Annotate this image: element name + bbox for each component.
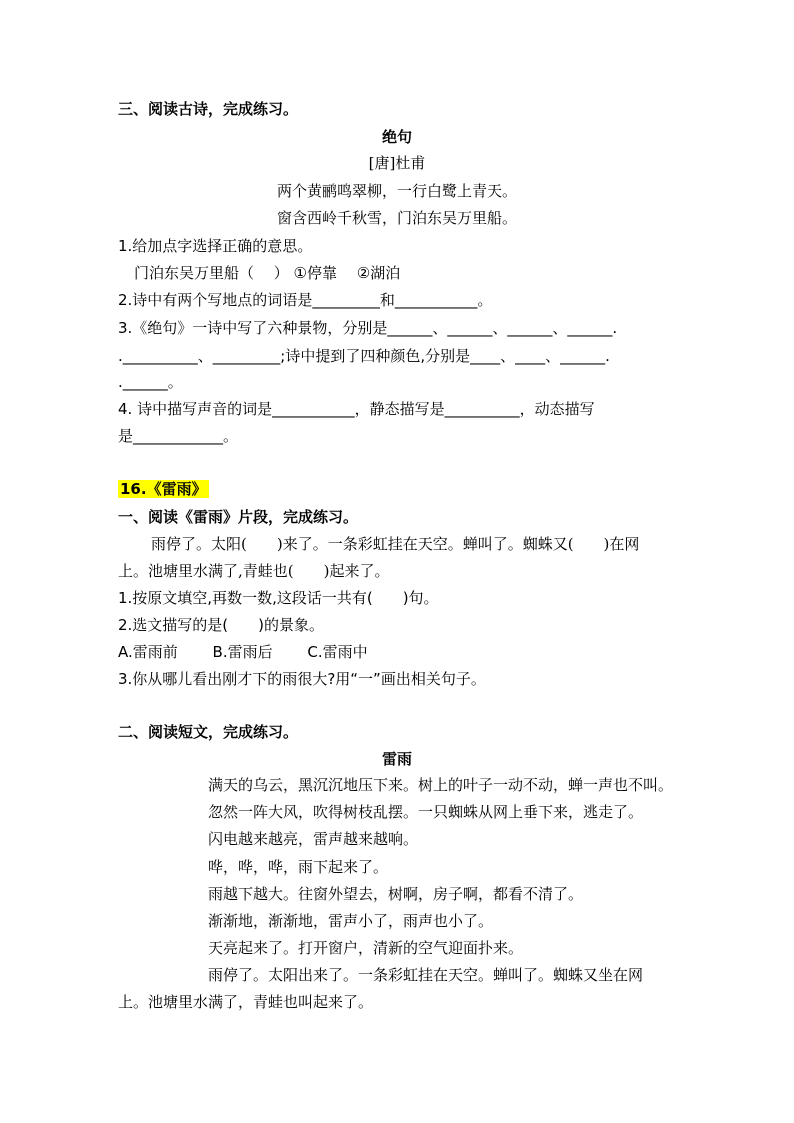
excerpt-line-1: 雨停了。太阳( )来了。一条彩虹挂在天空。蝉叫了。蜘蛛又( )在网	[151, 535, 640, 553]
passage-paragraph-3: 闪电越来越亮，雷声越来越响。	[208, 830, 419, 848]
excerpt-question-2-options: A.雷雨前 B.雷雨后 C.雷雨中	[118, 643, 368, 661]
question-2: 2.诗中有两个写地点的词语是_________和___________。	[118, 291, 493, 309]
question-4: 4. 诗中描写声音的词是___________，静态描写是__________，动态描写	[118, 400, 595, 418]
excerpt-line-2: 上。池塘里水满了,青蛙也( )起来了。	[118, 562, 390, 580]
question-1-options: 门泊东吴万里船（ ） ①停靠 ②湖泊	[134, 264, 401, 282]
passage-paragraph-6: 渐渐地，渐渐地，雷声小了，雨声也小了。	[208, 912, 494, 930]
section-heading-passage: 二、阅读短文，完成练习。	[118, 723, 299, 741]
question-3-cont: .__________、_________;诗中提到了四种颜色,分别是____、____、______.	[118, 347, 610, 365]
passage-paragraph-7: 天亮起来了。打开窗户，清新的空气迎面扑来。	[208, 939, 524, 957]
question-1: 1.给加点字选择正确的意思。	[118, 237, 313, 255]
question-3-end: .______。	[118, 373, 183, 391]
excerpt-question-1: 1.按原文填空,再数一数,这段话一共有( )句。	[118, 589, 439, 607]
passage-paragraph-5: 雨越下越大。往窗外望去，树啊，房子啊，都看不清了。	[208, 885, 584, 903]
poem-author: [唐]杜甫	[368, 154, 426, 172]
passage-title: 雷雨	[381, 750, 412, 768]
section-heading-poem: 三、阅读古诗，完成练习。	[118, 100, 299, 118]
poem-line-1: 两个黄鹂鸣翠柳，一行白鹭上青天。	[276, 182, 517, 200]
excerpt-question-2: 2.选文描写的是( )的景象。	[118, 616, 325, 634]
poem-title: 绝句	[381, 128, 412, 146]
passage-paragraph-1: 满天的乌云，黑沉沉地压下来。树上的叶子一动不动，蝉一声也不叫。	[208, 776, 674, 794]
lesson-title	[118, 479, 209, 499]
question-3: 3.《绝句》一诗中写了六种景物，分别是______、______、______、______.	[118, 319, 618, 337]
question-4-cont: 是____________。	[118, 427, 239, 445]
excerpt-question-3: 3.你从哪儿看出刚才下的雨很大?用“一”画出相关句子。	[118, 670, 486, 688]
passage-paragraph-4: 哗，哗，哗，雨下起来了。	[208, 858, 389, 876]
lesson-title-text: 16.《雷雨》	[120, 480, 207, 498]
passage-paragraph-8: 雨停了。太阳出来了。一条彩虹挂在天空。蝉叫了。蜘蛛又坐在网	[208, 966, 644, 984]
section-heading-excerpt: 一、阅读《雷雨》片段，完成练习。	[118, 508, 359, 526]
passage-paragraph-2: 忽然一阵大风，吹得树枝乱摆。一只蜘蛛从网上垂下来，逃走了。	[208, 803, 644, 821]
poem-line-2: 窗含西岭千秋雪，门泊东吴万里船。	[276, 209, 517, 227]
passage-paragraph-8-cont: 上。池塘里水满了，青蛙也叫起来了。	[118, 993, 374, 1011]
